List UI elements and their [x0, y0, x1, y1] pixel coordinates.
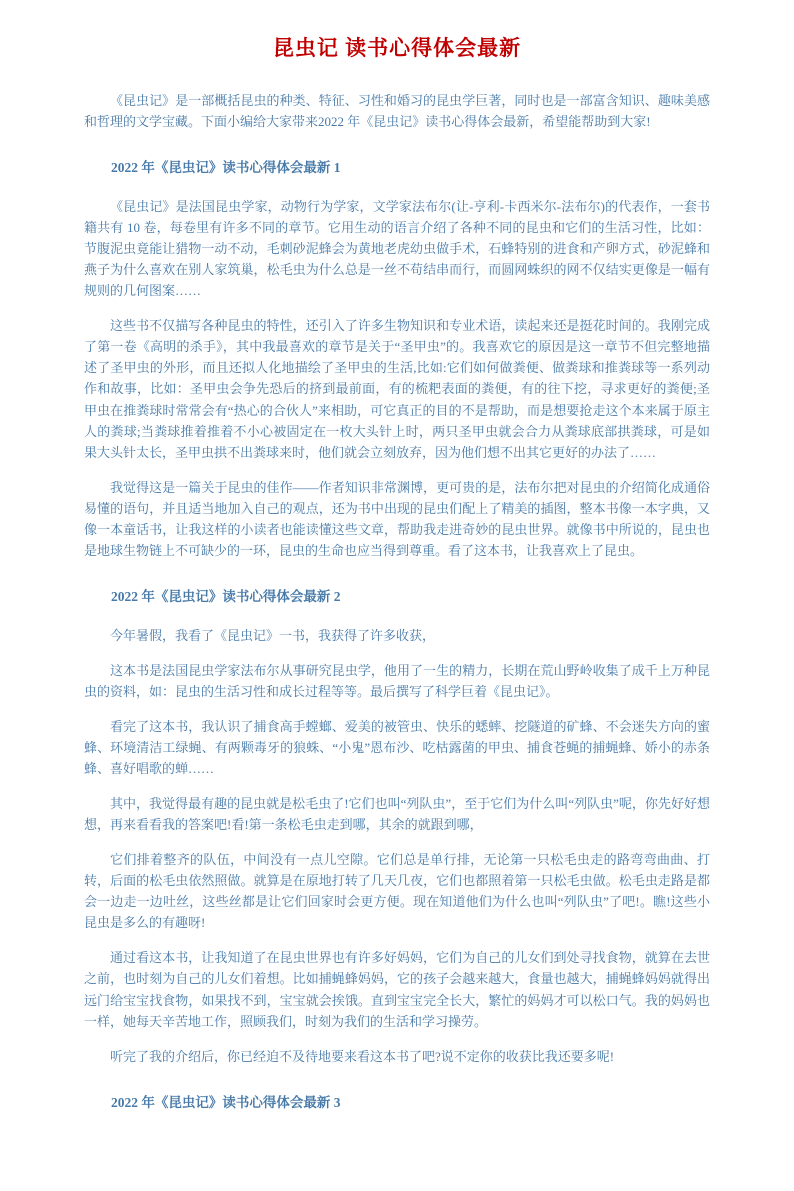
section-heading-1: 2022 年《昆虫记》读书心得体会最新 1 [111, 160, 341, 176]
section-heading-2: 2022 年《昆虫记》读书心得体会最新 2 [111, 588, 341, 604]
paragraph: 看完了这本书，我认识了捕食高手螳螂、爱美的被管虫、快乐的蟋蟀、挖隧道的矿蜂、不会迷失方向的蜜蜂、环境清洁工绿蝇、有两颗毒牙的狼蛛、“小鬼”恩布沙、吃枯露菌的甲虫、捕食苍蝇的捕蝇蜂、娇小的赤条蜂、喜好唱歌的蝉…… [84, 718, 710, 777]
paragraph: 通过看这本书，让我知道了在昆虫世界也有许多好妈妈，它们为自己的儿女们到处寻找食物，就算在去世之前，也时刻为自己的儿女们着想。比如捕蝇蜂妈妈，它的孩子会越来越大，食量也越大，捕蝇蜂妈妈就得出远门给宝宝找食物，如果找不到，宝宝就会挨饿。直到宝宝完全长大，繁忙的妈妈才可以松口气。我的妈妈也一样，她每天辛苦地工作，照顾我们，时刻为我们的生活和学习操劳。 [84, 950, 710, 1029]
section-heading-3: 2022 年《昆虫记》读书心得体会最新 3 [111, 1094, 341, 1110]
paragraph: 我觉得这是一篇关于昆虫的佳作——作者知识非常渊博，更可贵的是，法布尔把对昆虫的介绍简化成通俗易懂的语句，并且适当地加入自己的观点，还为书中出现的昆虫们配上了精美的插图，整本书像一本字典，又像一本童话书，让我这样的小读者也能读懂这些文章，帮助我走进奇妙的昆虫世界。就像书中所说的，昆虫也是地球生物链上不可缺少的一环，昆虫的生命也应当得到尊重。看了这本书，让我喜欢上了昆虫。 [84, 479, 710, 558]
paragraph: 其中，我觉得最有趣的昆虫就是松毛虫了!它们也叫“列队虫”，至于它们为什么叫“列队虫”呢，你先好好想想，再来看看我的答案吧!看!第一条松毛虫走到哪，其余的就跟到哪， [84, 796, 710, 833]
paragraph: 《昆虫记》是法国昆虫学家，动物行为学家，文学家法布尔(让-亨利-卡西米尔-法布尔)的代表作，一套书籍共有 10 卷，每卷里有许多不同的章节。它用生动的语言介绍了各种不同的昆虫和它们的生活习性，比如：节腹泥虫竟能让猎物一动不动，毛刺砂泥蜂会为黄地老虎幼虫做手术，石蜂特别的进食和产卵方式，砂泥蜂和燕子为什么喜欢在别人家筑巢，松毛虫为什么总是一丝不苟结串而行，而圆网蛛织的网不仅结实更像是一幅有规则的几何图案…… [84, 199, 710, 299]
paragraph: 听完了我的介绍后，你已经迫不及待地要来看这本书了吧?说不定你的收获比我还要多呢! [110, 1048, 615, 1064]
intro-paragraph: 《昆虫记》是一部概括昆虫的种类、特征、习性和婚习的昆虫学巨著，同时也是一部富含知识、趣味美感和哲理的文学宝藏。下面小编给大家带来2022 年《昆虫记》读书心得体会最新，希望能帮助到大家! [84, 93, 710, 130]
document-title: 昆虫记 读书心得体会最新 [272, 36, 522, 60]
paragraph: 今年暑假，我看了《昆虫记》一书，我获得了许多收获， [110, 627, 436, 643]
paragraph: 这本书是法国昆虫学家法布尔从事研究昆虫学，他用了一生的精力，长期在荒山野岭收集了成千上万种昆虫的资料，如：昆虫的生活习性和成长过程等等。最后撰写了科学巨着《昆虫记》。 [84, 662, 710, 699]
paragraph: 这些书不仅描写各种昆虫的特性，还引入了许多生物知识和专业术语，读起来还是挺花时间的。我刚完成了第一卷《高明的杀手》，其中我最喜欢的章节是关于“圣甲虫”的。我喜欢它的原因是这一章节不但完整地描述了圣甲虫的外形，而且还拟人化地描绘了圣甲虫的生活,比如:它们如何做粪便、做粪球和推粪球等一系列动作和故事，比如：圣甲虫会争先恐后的挤到最前面，有的梳粑表面的粪便，有的往下挖，寻求更好的粪便;圣甲虫在推粪球时常常会有“热心的合伙人”来相助，可它真正的目的不是帮助，而是想要抢走这个本来属于原主人的粪球;当粪球推着推着不小心被固定在一枚大头针上时，两只圣甲虫就会合力从粪球底部拱粪球，可是如果大头针太长，圣甲虫拱不出粪球来时，他们就会立刻放弃，因为他们想不出其它更好的办法了…… [84, 318, 710, 460]
paragraph: 它们排着整齐的队伍，中间没有一点儿空隙。它们总是单行排，无论第一只松毛虫走的路弯弯曲曲、打转，后面的松毛虫依然照做。就算是在原地打转了几天几夜，它们也都照着第一只松毛虫做。松毛虫走路是都会一边走一边吐丝，这些丝都是让它们回家时会更方便。现在知道他们为什么也叫“列队虫”了吧!。瞧!这些小昆虫是多么的有趣呀! [84, 852, 710, 931]
